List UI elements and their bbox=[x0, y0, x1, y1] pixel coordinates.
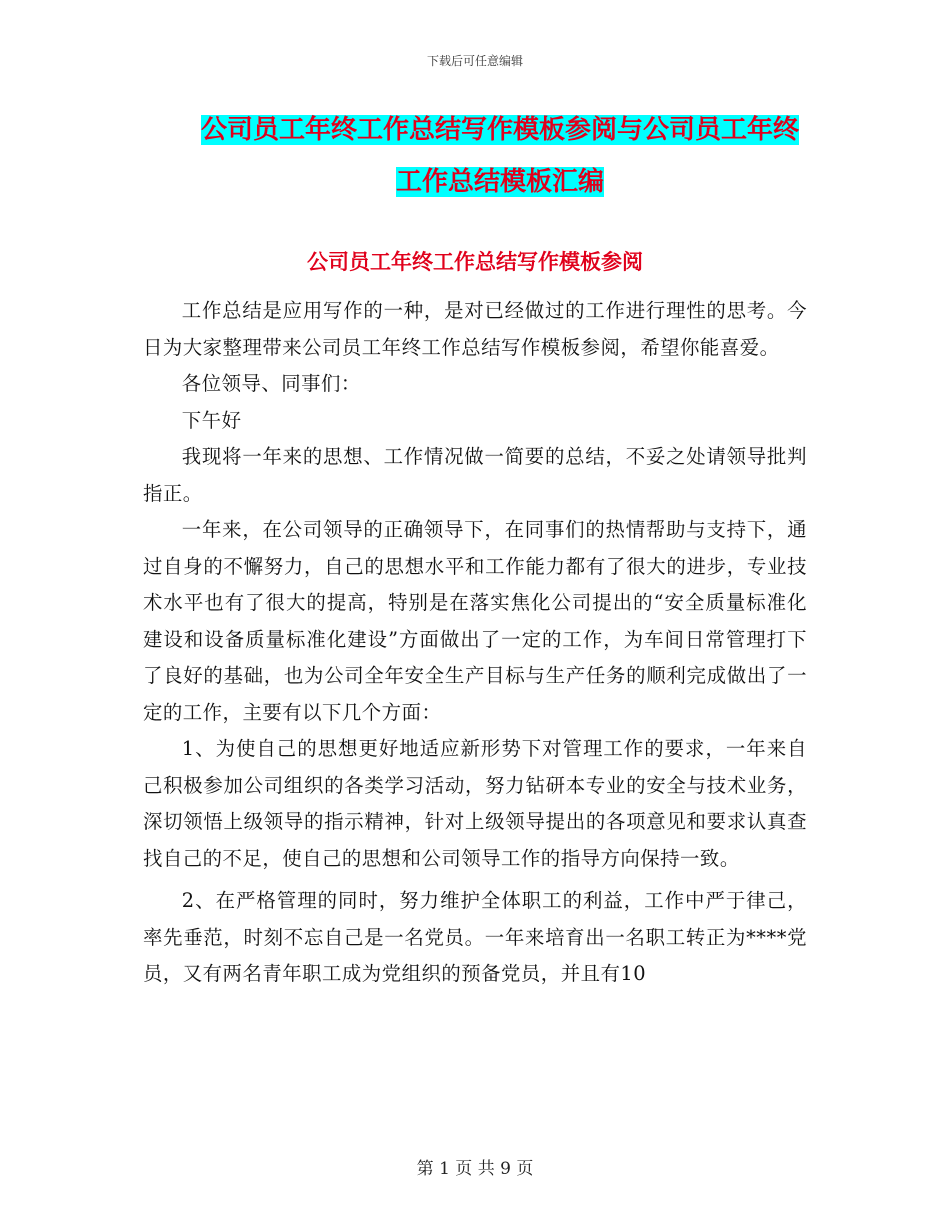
document-title-line-2: 工作总结模板汇编 bbox=[395, 167, 604, 197]
paragraph: 下午好 bbox=[181, 408, 242, 432]
paragraph: 一年来，在公司领导的正确领导下，在同事们的热情帮助与支持下，通过自身的不懈努力，自己的思想水平和工作能力都有了很大的进步，专业技术水平也有了很大的提高，特别是在落实焦化公司提出的“安全质量标准化建设和设备质量标准化建设”方面做出了一定的工作，为车间日常管理打下了良好的基础，也为公司全年安全生产目标与生产任务的顺利完成做出了一定的工作，主要有以下几个方面： bbox=[143, 518, 807, 724]
document-body bbox=[143, 293, 807, 993]
page-header-note: 下载后可任意编辑 bbox=[426, 54, 523, 68]
paragraph: 2、在严格管理的同时，努力维护全体职工的利益，工作中严于律己，率先垂范，时刻不忘自己是一名党员。一年来培育出一名职工转正为****党员，又有两名青年职工成为党组织的预备党员，并且有10 bbox=[143, 889, 807, 985]
document-title bbox=[140, 104, 860, 208]
paragraph: 我现将一年来的思想、工作情况做一简要的总结，不妥之处请领导批判指正。 bbox=[143, 445, 807, 505]
paragraph: 1、为使自己的思想更好地适应新形势下对管理工作的要求，一年来自己积极参加公司组织的各类学习活动，努力钻研本专业的安全与技术业务，深切领悟上级领导的指示精神，针对上级领导提出的各项意见和要求认真查找自己的不足，使自己的思想和公司领导工作的指导方向保持一致。 bbox=[143, 737, 807, 870]
paragraph: 工作总结是应用写作的一种，是对已经做过的工作进行理性的思考。今日为大家整理带来公司员工年终工作总结写作模板参阅，希望你能喜爱。 bbox=[143, 299, 807, 359]
page-footer-number: 第 1 页 共 9 页 bbox=[416, 1159, 534, 1179]
document-title-line-1: 公司员工年终工作总结写作模板参阅与公司员工年终 bbox=[200, 115, 799, 145]
section-title: 公司员工年终工作总结写作模板参阅 bbox=[307, 250, 643, 274]
paragraph: 各位领导、同事们： bbox=[181, 372, 361, 395]
